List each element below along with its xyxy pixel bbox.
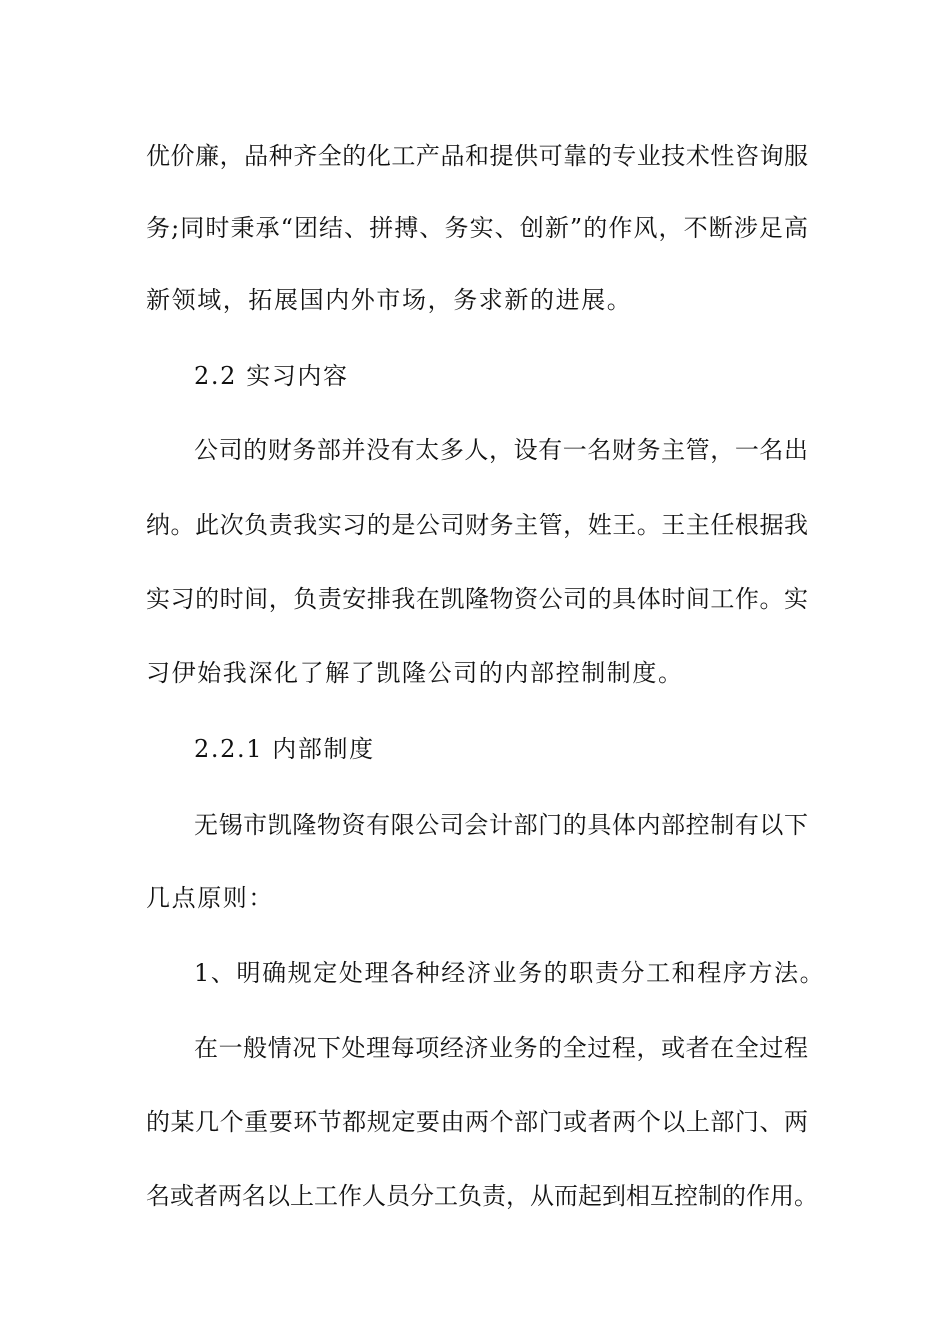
paragraph-line: 无锡市凯隆物资有限公司会计部门的具体内部控制有以下: [194, 811, 808, 839]
paragraph-line: 名或者两名以上工作人员分工负责，从而起到相互控制的作用。: [146, 1182, 818, 1210]
paragraph-line: 几点原则：: [146, 884, 274, 912]
subsection-heading: 2.2.1 内部制度: [194, 735, 375, 763]
paragraph-line: 在一般情况下处理每项经济业务的全过程，或者在全过程: [194, 1034, 808, 1062]
paragraph-line: 纳。此次负责我实习的是公司财务主管，姓王。王主任根据我: [146, 511, 808, 539]
paragraph-line: 实习的时间，负责安排我在凯隆物资公司的具体时间工作。实: [146, 585, 808, 613]
section-heading: 2.2 实习内容: [194, 362, 349, 390]
paragraph-line: 公司的财务部并没有太多人，设有一名财务主管，一名出: [194, 436, 808, 464]
paragraph-line: 新领域，拓展国内外市场，务求新的进展。: [146, 286, 633, 314]
paragraph-line: 务;同时秉承“团结、拼搏、务实、创新”的作风，不断涉足高: [146, 214, 808, 242]
paragraph-line: 优价廉，品种齐全的化工产品和提供可靠的专业技术性咨询服: [146, 142, 808, 170]
paragraph-line: 习伊始我深化了解了凯隆公司的内部控制制度。: [146, 659, 684, 687]
paragraph-line: 的某几个重要环节都规定要由两个部门或者两个以上部门、两: [146, 1108, 808, 1136]
list-item: 1、明确规定处理各种经济业务的职责分工和程序方法。: [194, 959, 826, 987]
